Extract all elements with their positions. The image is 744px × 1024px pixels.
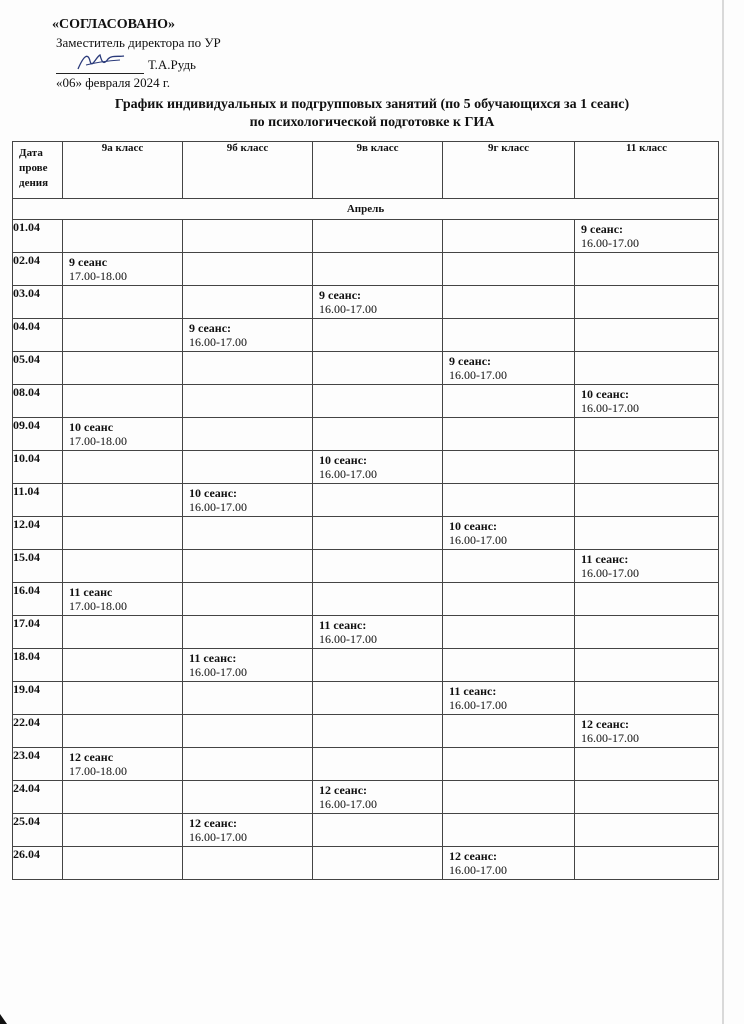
schedule-cell [575,814,719,847]
schedule-cell [575,616,719,649]
session-label: 9 сеанс: [189,321,232,335]
session-label: 9 сеанс [69,255,108,269]
schedule-cell [63,550,183,583]
schedule-cell [313,451,443,484]
session-entry [313,286,442,316]
schedule-cell [443,814,575,847]
header-date-line: прове [19,162,48,174]
schedule-cell [575,517,719,550]
table-row [13,550,719,583]
schedule-cell [575,847,719,880]
schedule-cell [313,517,443,550]
schedule-cell [183,253,313,286]
session-entry [443,682,574,712]
session-entry [575,385,718,415]
schedule-cell [63,385,183,418]
schedule-cell [183,715,313,748]
row-date: 09.04 [13,418,63,451]
schedule-table [12,141,719,880]
row-date: 25.04 [13,814,63,847]
schedule-cell [443,319,575,352]
session-time: 16.00-17.00 [581,731,639,745]
session-entry [575,715,718,745]
table-row [13,517,719,550]
schedule-cell [183,418,313,451]
schedule-cell [313,781,443,814]
schedule-cell [63,517,183,550]
session-label: 10 сеанс: [449,519,498,533]
schedule-cell [313,715,443,748]
row-date: 12.04 [13,517,63,550]
title-line-1: График индивидуальных и подгрупповых занятий (по 5 обучающихся за 1 сеанс) [114,97,630,112]
schedule-cell [443,748,575,781]
session-label: 9 сеанс: [449,354,492,368]
schedule-cell [63,847,183,880]
schedule-cell [63,583,183,616]
table-row [13,682,719,715]
schedule-cell [183,781,313,814]
table-row [13,616,719,649]
header-9g: 9г класс [443,142,575,199]
header-9a: 9а класс [63,142,183,199]
session-time: 16.00-17.00 [449,863,507,877]
schedule-cell [313,550,443,583]
schedule-cell [183,484,313,517]
schedule-cell [443,352,575,385]
schedule-cell [443,484,575,517]
schedule-cell [63,220,183,253]
session-time: 16.00-17.00 [189,665,247,679]
schedule-cell [313,748,443,781]
session-entry [183,319,312,349]
schedule-cell [575,682,719,715]
schedule-cell [63,715,183,748]
session-entry [443,847,574,877]
table-row [13,748,719,781]
signature-icon [74,51,128,73]
schedule-cell [63,253,183,286]
schedule-cell [63,319,183,352]
schedule-cell [183,814,313,847]
session-time: 16.00-17.00 [319,632,377,646]
table-row [13,385,719,418]
session-entry [63,253,182,283]
schedule-cell [313,847,443,880]
session-label: 9 сеанс: [581,222,624,236]
schedule-cell [443,253,575,286]
schedule-cell [313,286,443,319]
session-entry [63,583,182,613]
signature-row [52,52,221,74]
session-time: 17.00-18.00 [69,764,127,778]
session-label: 11 сеанс: [319,618,367,632]
schedule-cell [183,385,313,418]
schedule-cell [575,550,719,583]
table-row [13,715,719,748]
schedule-cell [183,847,313,880]
row-date: 11.04 [13,484,63,517]
signature-line [56,57,144,74]
schedule-cell [575,583,719,616]
schedule-cell [575,748,719,781]
session-label: 11 сеанс: [449,684,497,698]
row-date: 03.04 [13,286,63,319]
schedule-cell [313,385,443,418]
session-entry [183,649,312,679]
approval-date: «06» февраля 2024 г. [56,75,171,90]
session-label: 11 сеанс [69,585,113,599]
session-label: 10 сеанс: [581,387,630,401]
table-row [13,814,719,847]
row-date: 18.04 [13,649,63,682]
session-entry [313,781,442,811]
table-row [13,781,719,814]
schedule-cell [63,286,183,319]
session-entry [183,484,312,514]
schedule-cell [183,352,313,385]
schedule-cell [443,682,575,715]
table-row [13,352,719,385]
session-label: 12 сеанс: [319,783,368,797]
session-label: 10 сеанс [69,420,114,434]
schedule-cell [183,319,313,352]
header-date [13,142,63,199]
schedule-cell [575,781,719,814]
schedule-cell [575,649,719,682]
session-entry [63,748,182,778]
schedule-cell [443,616,575,649]
session-label: 12 сеанс: [189,816,238,830]
row-date: 15.04 [13,550,63,583]
table-row [13,649,719,682]
schedule-cell [63,748,183,781]
schedule-cell [443,847,575,880]
header-date-line: Дата [19,147,43,159]
schedule-cell [443,781,575,814]
schedule-cell [183,583,313,616]
month-label: Апрель [13,199,719,220]
schedule-cell [443,550,575,583]
table-row [13,847,719,880]
corner-mark [0,1014,7,1024]
approver-name: Т.А.Рудь [148,57,196,72]
table-row [13,451,719,484]
schedule-cell [313,484,443,517]
schedule-cell [575,253,719,286]
session-time: 16.00-17.00 [449,698,507,712]
schedule-cell [183,286,313,319]
session-label: 10 сеанс: [189,486,238,500]
row-date: 24.04 [13,781,63,814]
table-row [13,319,719,352]
session-entry [183,814,312,844]
row-date: 17.04 [13,616,63,649]
schedule-cell [575,286,719,319]
row-date: 08.04 [13,385,63,418]
session-time: 17.00-18.00 [69,269,127,283]
session-time: 16.00-17.00 [189,830,247,844]
session-time: 16.00-17.00 [189,335,247,349]
row-date: 10.04 [13,451,63,484]
schedule-cell [63,484,183,517]
row-date: 16.04 [13,583,63,616]
approval-position: Заместитель директора по УР [56,35,221,50]
session-time: 16.00-17.00 [319,467,377,481]
schedule-cell [443,517,575,550]
header-date-line: дения [19,177,49,189]
schedule-cell [63,814,183,847]
schedule-cell [443,385,575,418]
schedule-cell [443,220,575,253]
schedule-cell [313,583,443,616]
row-date: 02.04 [13,253,63,286]
row-date: 01.04 [13,220,63,253]
session-time: 17.00-18.00 [69,434,127,448]
session-label: 9 сеанс: [319,288,362,302]
schedule-cell [63,418,183,451]
session-entry [313,451,442,481]
schedule-cell [63,616,183,649]
schedule-cell [183,517,313,550]
schedule-cell [63,781,183,814]
page-title [0,96,744,132]
table-row [13,583,719,616]
row-date: 26.04 [13,847,63,880]
page-edge-shadow [722,0,724,1024]
schedule-cell [183,649,313,682]
schedule-cell [313,220,443,253]
session-entry [443,517,574,547]
row-date: 19.04 [13,682,63,715]
schedule-cell [443,451,575,484]
schedule-cell [575,484,719,517]
session-label: 10 сеанс: [319,453,368,467]
schedule-cell [443,418,575,451]
schedule-cell [575,451,719,484]
schedule-cell [313,418,443,451]
session-time: 16.00-17.00 [449,368,507,382]
schedule-cell [313,253,443,286]
schedule-cell [575,715,719,748]
month-row [13,199,719,220]
schedule-cell [313,319,443,352]
session-time: 16.00-17.00 [319,302,377,316]
schedule-cell [575,319,719,352]
schedule-cell [63,352,183,385]
schedule-cell [183,220,313,253]
schedule-cell [183,451,313,484]
row-date: 23.04 [13,748,63,781]
schedule-cell [313,649,443,682]
schedule-cell [443,649,575,682]
session-time: 17.00-18.00 [69,599,127,613]
table-header-row [13,142,719,199]
session-time: 16.00-17.00 [449,533,507,547]
title-line-2: по психологической подготовке к ГИА [249,115,495,130]
header-9b: 9б класс [183,142,313,199]
session-entry [63,418,182,448]
approval-heading: «СОГЛАСОВАНО» [52,17,175,32]
session-label: 12 сеанс: [449,849,498,863]
table-row [13,253,719,286]
schedule-cell [183,550,313,583]
schedule-cell [313,814,443,847]
schedule-cell [183,748,313,781]
schedule-cell [313,682,443,715]
schedule-cell [575,385,719,418]
schedule-cell [575,352,719,385]
session-time: 16.00-17.00 [581,401,639,415]
row-date: 05.04 [13,352,63,385]
row-date: 04.04 [13,319,63,352]
table-row [13,418,719,451]
schedule-cell [63,451,183,484]
session-label: 12 сеанс [69,750,114,764]
row-date: 22.04 [13,715,63,748]
schedule-cell [313,352,443,385]
session-time: 16.00-17.00 [581,566,639,580]
session-time: 16.00-17.00 [319,797,377,811]
session-entry [575,220,718,250]
session-label: 11 сеанс: [189,651,237,665]
session-label: 11 сеанс: [581,552,629,566]
schedule-cell [63,682,183,715]
schedule-cell [443,583,575,616]
table-row [13,286,719,319]
table-row [13,484,719,517]
session-time: 16.00-17.00 [581,236,639,250]
schedule-cell [183,682,313,715]
schedule-cell [63,649,183,682]
approval-block [52,16,221,92]
schedule-cell [575,418,719,451]
schedule-cell [443,715,575,748]
session-entry [313,616,442,646]
session-entry [575,550,718,580]
session-entry [443,352,574,382]
table-row [13,220,719,253]
schedule-cell [443,286,575,319]
session-time: 16.00-17.00 [189,500,247,514]
header-11: 11 класс [575,142,719,199]
session-label: 12 сеанс: [581,717,630,731]
header-9v: 9в класс [313,142,443,199]
schedule-cell [183,616,313,649]
schedule-cell [575,220,719,253]
schedule-cell [313,616,443,649]
